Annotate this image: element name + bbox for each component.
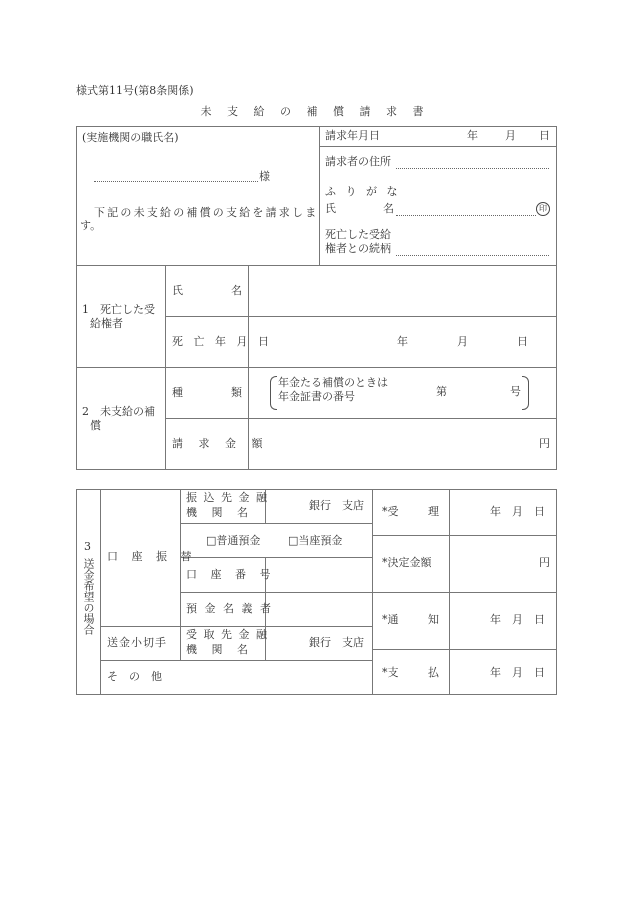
- divider: [372, 535, 557, 536]
- divider: [165, 316, 557, 317]
- bank-label-a: 振 込 先 金 融: [186, 491, 269, 504]
- bank-value[interactable]: 銀行 支店: [309, 499, 364, 512]
- account-holder-label: 預 金 名 義 者: [186, 602, 273, 615]
- notice-date[interactable]: 年 月 日: [490, 613, 545, 626]
- name-label-b: 名: [383, 202, 394, 215]
- divider: [180, 523, 372, 524]
- divider: [372, 649, 557, 650]
- address-label: 請求者の住所: [325, 155, 391, 168]
- section2-label-a: 2 未支給の補: [82, 405, 155, 418]
- border-left: [76, 126, 77, 470]
- receive-bank-value[interactable]: 銀行 支店: [309, 636, 364, 649]
- bank-label-b: 機 関 名: [186, 506, 248, 519]
- transfer-label: 口 座 振 替: [107, 550, 197, 563]
- section3-number: 3: [84, 540, 91, 553]
- divider: [372, 592, 557, 593]
- border-bottom: [76, 469, 557, 470]
- deceased-name-label-a: 氏: [172, 284, 183, 297]
- seal-icon: 印: [536, 202, 550, 216]
- request-date-label: 請求年月日: [325, 129, 380, 142]
- border-top: [76, 126, 557, 127]
- account-holder-input[interactable]: [266, 593, 371, 625]
- account-number-label: 口 座 番 号: [186, 568, 276, 581]
- divider: [319, 146, 557, 147]
- amount-input[interactable]: [249, 419, 534, 468]
- section3-label: 送金希望の場合: [82, 558, 95, 635]
- other-label: そ の 他: [107, 670, 162, 683]
- divider: [180, 489, 181, 661]
- divider: [100, 626, 372, 627]
- decided-amount-label: *決定金額: [382, 556, 432, 569]
- form-id: 様式第11号(第8条関係): [76, 84, 194, 97]
- decided-amount-unit: 円: [539, 556, 550, 569]
- deceased-name-label-b: 名: [231, 284, 242, 297]
- account-number-input[interactable]: [266, 558, 371, 591]
- deceased-name-input[interactable]: [249, 266, 555, 315]
- receive-bank-label-a: 受 取 先 金 融: [186, 628, 269, 641]
- addressee-label: (実施機関の職氏名): [82, 131, 179, 144]
- page-title: 未 支 給 の 補 償 請 求 書: [200, 105, 430, 118]
- left-bracket-icon: [270, 376, 277, 410]
- name-label-a: 氏: [325, 202, 336, 215]
- payment-label-b: 払: [428, 666, 439, 679]
- relation-input[interactable]: [396, 255, 549, 256]
- notice-label-b: 知: [428, 613, 439, 626]
- request-date-month[interactable]: 月: [505, 129, 516, 142]
- received-date[interactable]: 年 月 日: [490, 505, 545, 518]
- savings-checkbox[interactable]: □普通預金: [206, 534, 261, 547]
- pension-note-b: 年金証書の番号: [278, 390, 355, 403]
- received-label-a: *受: [382, 505, 399, 518]
- request-date-year[interactable]: 年: [467, 129, 478, 142]
- pension-go: 号: [510, 385, 521, 398]
- statement-line1: 下記の未支給の補償の支給を請求しま: [94, 206, 319, 219]
- name-input[interactable]: [396, 215, 536, 216]
- payment-label-a: *支: [382, 666, 399, 679]
- furigana-label: ふ り が な: [325, 185, 401, 198]
- pension-dai: 第: [436, 385, 447, 398]
- border-left: [76, 489, 77, 695]
- receive-bank-label-b: 機 関 名: [186, 643, 248, 656]
- relation-label-b: 権者との続柄: [325, 242, 391, 255]
- statement-line2: す。: [80, 219, 102, 232]
- border-top: [76, 489, 557, 490]
- other-input[interactable]: [181, 661, 371, 693]
- amount-unit: 円: [539, 437, 550, 450]
- request-date-day[interactable]: 日: [539, 129, 550, 142]
- right-bracket-icon: [522, 376, 529, 410]
- notice-label-a: *通: [382, 613, 399, 626]
- received-label-b: 理: [428, 505, 439, 518]
- payment-date[interactable]: 年 月 日: [490, 666, 545, 679]
- amount-label: 請 求 金 額: [172, 437, 269, 450]
- relation-label-a: 死亡した受給: [325, 228, 391, 241]
- type-label-b: 類: [231, 386, 242, 399]
- type-label-a: 種: [172, 386, 183, 399]
- section1-label-a: 1 死亡した受: [82, 303, 155, 316]
- pension-number-input[interactable]: [450, 381, 508, 399]
- addressee-input[interactable]: [94, 181, 258, 182]
- death-date-month[interactable]: 月: [457, 335, 468, 348]
- divider: [100, 489, 101, 695]
- check-label: 送金小切手: [107, 636, 167, 649]
- border-bottom: [76, 694, 557, 695]
- pension-note-a: 年金たる補償のときは: [278, 376, 388, 389]
- death-date-day[interactable]: 日: [517, 335, 528, 348]
- death-date-label: 死 亡 年 月 日: [172, 335, 273, 348]
- section2-label-b: 償: [90, 419, 101, 432]
- checking-checkbox[interactable]: □当座預金: [288, 534, 343, 547]
- divider: [76, 367, 557, 368]
- honorific: 様: [259, 170, 270, 183]
- death-date-year[interactable]: 年: [397, 335, 408, 348]
- address-input[interactable]: [396, 168, 549, 169]
- section1-label-b: 給権者: [90, 317, 123, 330]
